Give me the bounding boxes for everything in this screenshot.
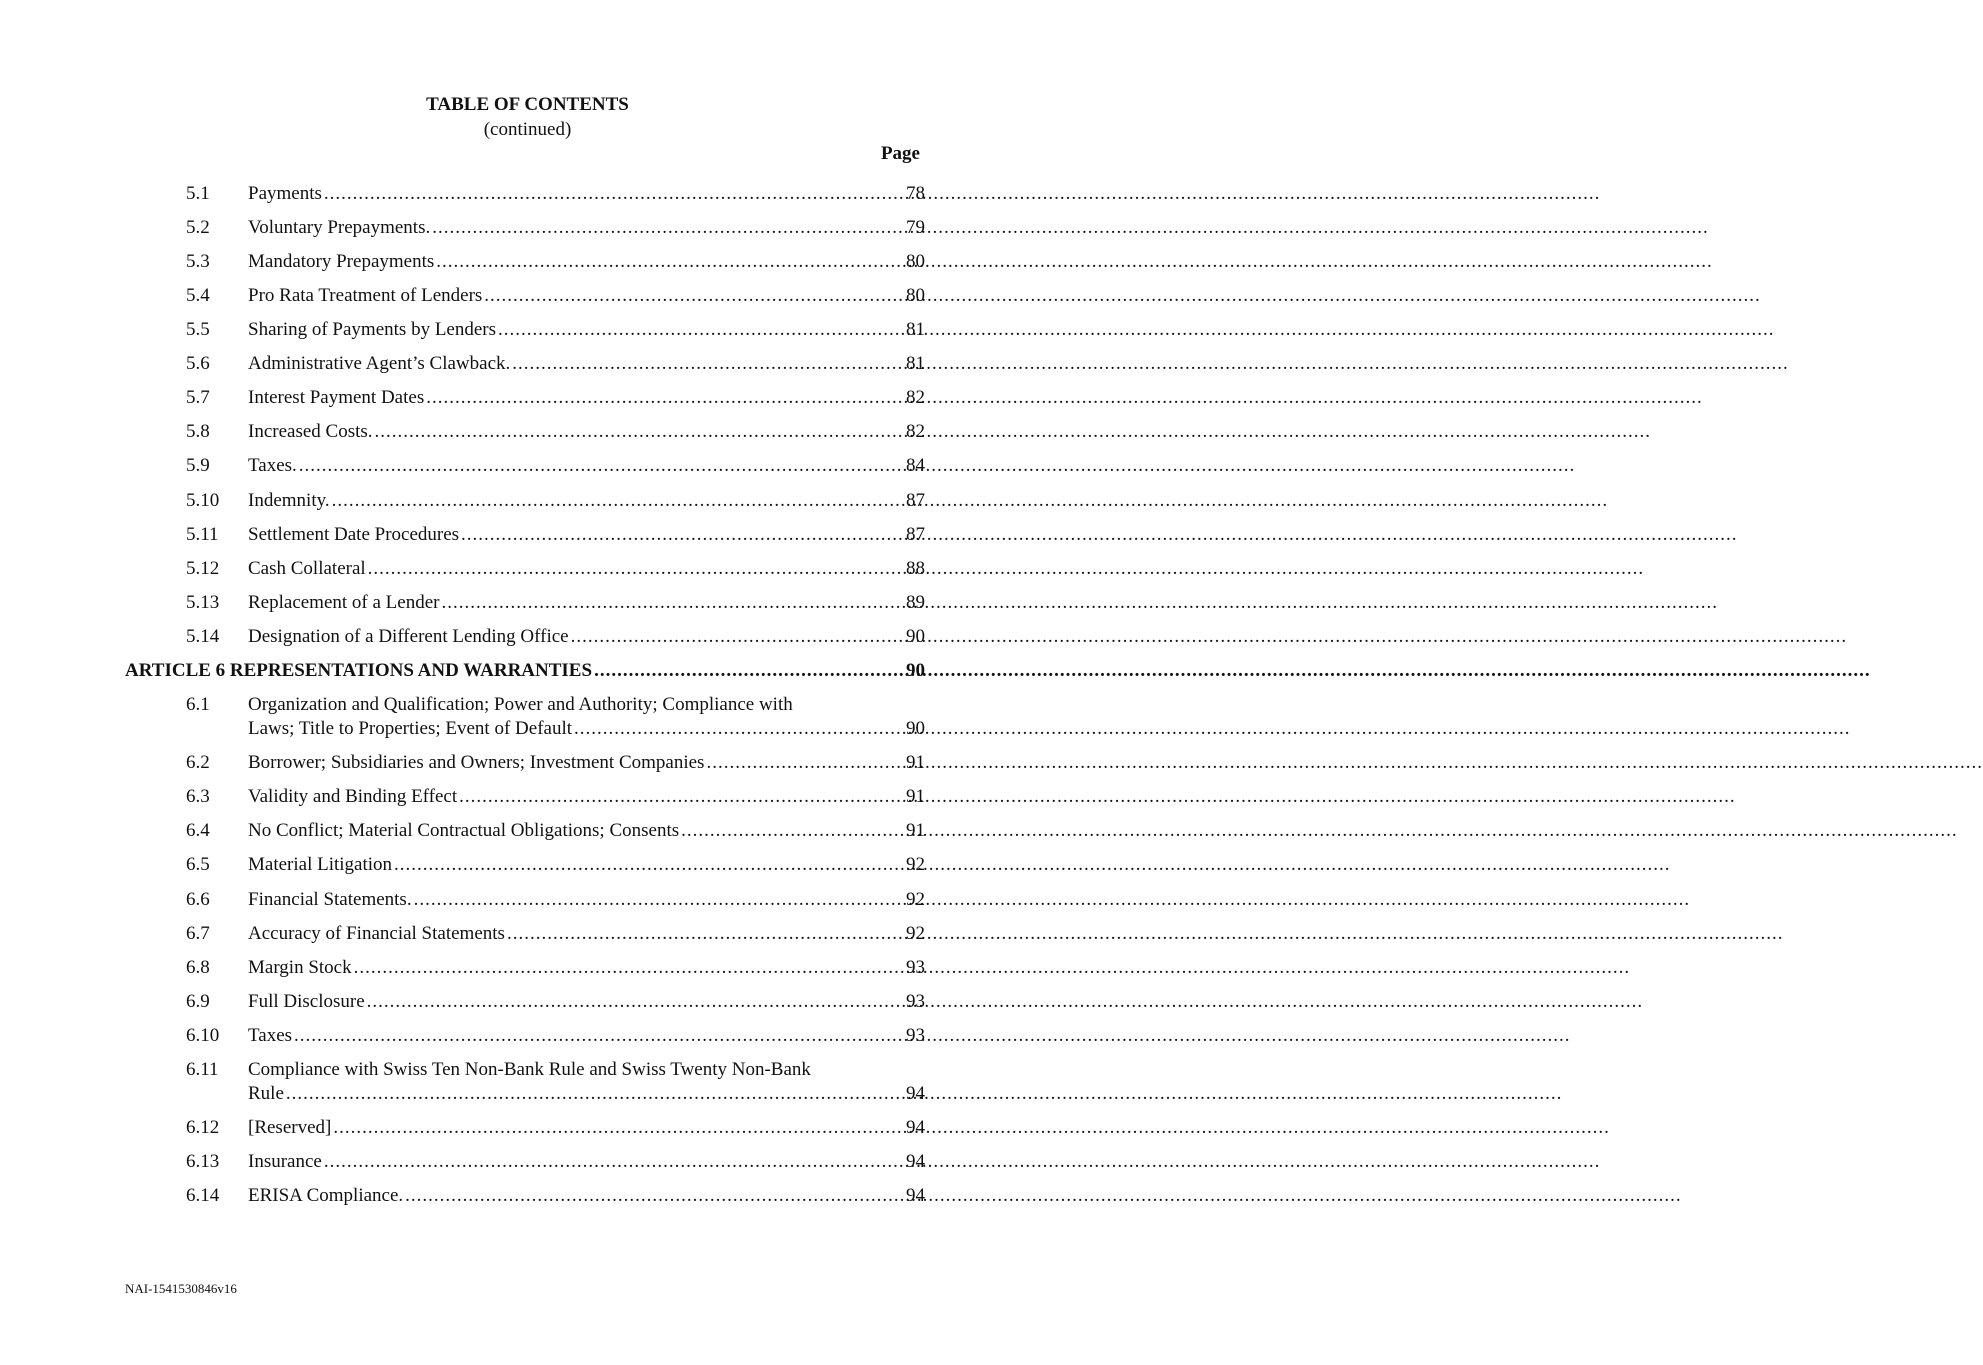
toc-entry-title: Financial Statements. <box>248 889 412 910</box>
toc-entry-page: 79 <box>906 217 925 238</box>
toc-entry-title: Increased Costs. <box>248 421 373 442</box>
toc-entry-number: 6.11 <box>186 1059 219 1080</box>
toc-entry-title: Borrower; Subsidiaries and Owners; Investment Companies <box>248 752 705 773</box>
toc-entry-page: 90 <box>906 718 925 739</box>
toc-entry-title: No Conflict; Material Contractual Obligations; Consents <box>248 820 680 841</box>
toc-entry-page: 81 <box>906 353 925 374</box>
toc-entry-page: 80 <box>906 251 925 272</box>
leader-dots <box>432 216 904 240</box>
toc-entry-title: Payments <box>248 183 322 204</box>
leader-dots <box>414 888 904 912</box>
toc-entry-number: 5.1 <box>186 183 210 204</box>
toc-entry-number: 5.13 <box>186 592 220 613</box>
toc-entry-page: 89 <box>906 592 925 613</box>
toc-entry-number: 5.8 <box>186 421 210 442</box>
toc-entry-number: 5.14 <box>186 626 220 647</box>
toc-entry-number: 5.11 <box>186 524 219 545</box>
leader-dots <box>333 1116 904 1140</box>
leader-dots <box>367 990 904 1014</box>
toc-entry-page: 92 <box>906 889 925 910</box>
toc-entry-number: 6.1 <box>186 694 210 715</box>
toc-entry-number: 6.13 <box>186 1151 220 1172</box>
page-column-header: Page <box>880 143 920 164</box>
toc-entry-number: 5.7 <box>186 387 210 408</box>
toc-entry-number: 5.10 <box>186 490 220 511</box>
toc-entry-page: 90 <box>906 626 925 647</box>
leader-dots <box>299 454 904 478</box>
toc-entry-page: 93 <box>906 991 925 1012</box>
toc-entry-number: 6.6 <box>186 889 210 910</box>
toc-entry-number: 5.5 <box>186 319 210 340</box>
toc-entry-title: Validity and Binding Effect <box>248 786 458 807</box>
toc-entry-number: 6.14 <box>186 1185 220 1206</box>
toc-entry-page: 93 <box>906 1025 925 1046</box>
toc-entry-title: Pro Rata Treatment of Lenders <box>248 285 483 306</box>
leader-dots <box>286 1082 904 1106</box>
toc-entry-title: Settlement Date Procedures <box>248 524 460 545</box>
toc-entry-page: 94 <box>906 1117 925 1138</box>
toc-entry-page: 87 <box>906 524 925 545</box>
toc-entry-number: 5.2 <box>186 217 210 238</box>
leader-dots <box>405 1184 904 1208</box>
toc-entry-title: Administrative Agent’s Clawback. <box>248 353 511 374</box>
toc-entry-number: 6.2 <box>186 752 210 773</box>
toc-entry-number: 5.4 <box>186 285 210 306</box>
toc-entry-title: Insurance <box>248 1151 322 1172</box>
leader-dots <box>368 557 904 581</box>
toc-entry-number: 6.10 <box>186 1025 220 1046</box>
leader-dots <box>507 922 904 946</box>
article-title: ARTICLE 6 REPRESENTATIONS AND WARRANTIES <box>125 660 593 681</box>
toc-entry-page: 92 <box>906 923 925 944</box>
toc-entry-title: Margin Stock <box>248 957 352 978</box>
leader-dots <box>324 1150 904 1174</box>
toc-entry-title: Sharing of Payments by Lenders <box>248 319 497 340</box>
leader-dots <box>332 489 904 513</box>
toc-entry-page: 88 <box>906 558 925 579</box>
document-id-footer: NAI-1541530846v16 <box>125 1281 237 1296</box>
toc-entry-number: 6.5 <box>186 854 210 875</box>
leader-dots <box>484 284 904 308</box>
toc-entry-title: Designation of a Different Lending Office <box>248 626 569 647</box>
leader-dots <box>459 785 904 809</box>
toc-entry-title: Rule <box>248 1083 284 1104</box>
leader-dots <box>498 318 904 342</box>
toc-entry-title: ERISA Compliance. <box>248 1185 404 1206</box>
toc-entry-number: 5.9 <box>186 455 210 476</box>
toc-entry-title: Material Litigation <box>248 854 393 875</box>
leader-dots <box>571 625 904 649</box>
leader-dots <box>681 819 904 843</box>
toc-entry-title: Taxes. <box>248 455 297 476</box>
toc-entry-title: [Reserved] <box>248 1117 332 1138</box>
toc-entry-page: 91 <box>906 786 925 807</box>
toc-entry-title: Mandatory Prepayments <box>248 251 435 272</box>
leader-dots <box>441 591 904 615</box>
leader-dots <box>426 386 904 410</box>
toc-entry-title: Laws; Title to Properties; Event of Default <box>248 718 573 739</box>
leader-dots <box>394 853 904 877</box>
toc-entry-page: 94 <box>906 1083 925 1104</box>
toc-entry-title: Indemnity. <box>248 490 330 511</box>
leader-dots <box>324 182 904 206</box>
toc-entry-page: 82 <box>906 421 925 442</box>
leader-dots <box>594 659 904 683</box>
leader-dots <box>461 523 904 547</box>
toc-entry-title: Cash Collateral <box>248 558 366 579</box>
toc-entry-title: Voluntary Prepayments. <box>248 217 431 238</box>
toc-entry-title-line1: Organization and Qualification; Power and Authority; Compliance with <box>248 694 793 715</box>
toc-entry-page: 91 <box>906 752 925 773</box>
toc-entry-page: 92 <box>906 854 925 875</box>
toc-entry-number: 5.12 <box>186 558 220 579</box>
toc-entry-title: Taxes <box>248 1025 293 1046</box>
toc-entry-number: 6.12 <box>186 1117 220 1138</box>
article-page: 90 <box>906 660 925 681</box>
toc-entry-number: 5.6 <box>186 353 210 374</box>
toc-entry-number: 6.7 <box>186 923 210 944</box>
toc-entry-page: 80 <box>906 285 925 306</box>
toc-entry-number: 5.3 <box>186 251 210 272</box>
toc-entry-number: 6.9 <box>186 991 210 1012</box>
leader-dots <box>512 352 904 376</box>
toc-entry-number: 6.3 <box>186 786 210 807</box>
leader-dots <box>436 250 904 274</box>
toc-subtitle: (continued) <box>483 119 572 140</box>
toc-title: TABLE OF CONTENTS <box>426 94 629 115</box>
toc-entry-page: 81 <box>906 319 925 340</box>
toc-entry-title: Interest Payment Dates <box>248 387 425 408</box>
toc-entry-title: Full Disclosure <box>248 991 365 1012</box>
leader-dots <box>375 420 904 444</box>
toc-entry-title: Accuracy of Financial Statements <box>248 923 505 944</box>
leader-dots <box>574 717 904 741</box>
toc-entry-page: 78 <box>906 183 925 204</box>
toc-entry-title-line1: Compliance with Swiss Ten Non-Bank Rule and Swiss Twenty Non-Bank <box>248 1059 811 1080</box>
toc-entry-number: 6.8 <box>186 957 210 978</box>
toc-entry-page: 87 <box>906 490 925 511</box>
toc-entry-number: 6.4 <box>186 820 210 841</box>
toc-entry-page: 84 <box>906 455 925 476</box>
toc-entry-page: 94 <box>906 1151 925 1172</box>
leader-dots <box>294 1024 904 1048</box>
toc-entry-page: 91 <box>906 820 925 841</box>
leader-dots <box>354 956 904 980</box>
toc-entry-page: 93 <box>906 957 925 978</box>
leader-dots <box>706 751 904 775</box>
toc-entry-page: 82 <box>906 387 925 408</box>
toc-entry-title: Replacement of a Lender <box>248 592 440 613</box>
toc-entry-page: 94 <box>906 1185 925 1206</box>
